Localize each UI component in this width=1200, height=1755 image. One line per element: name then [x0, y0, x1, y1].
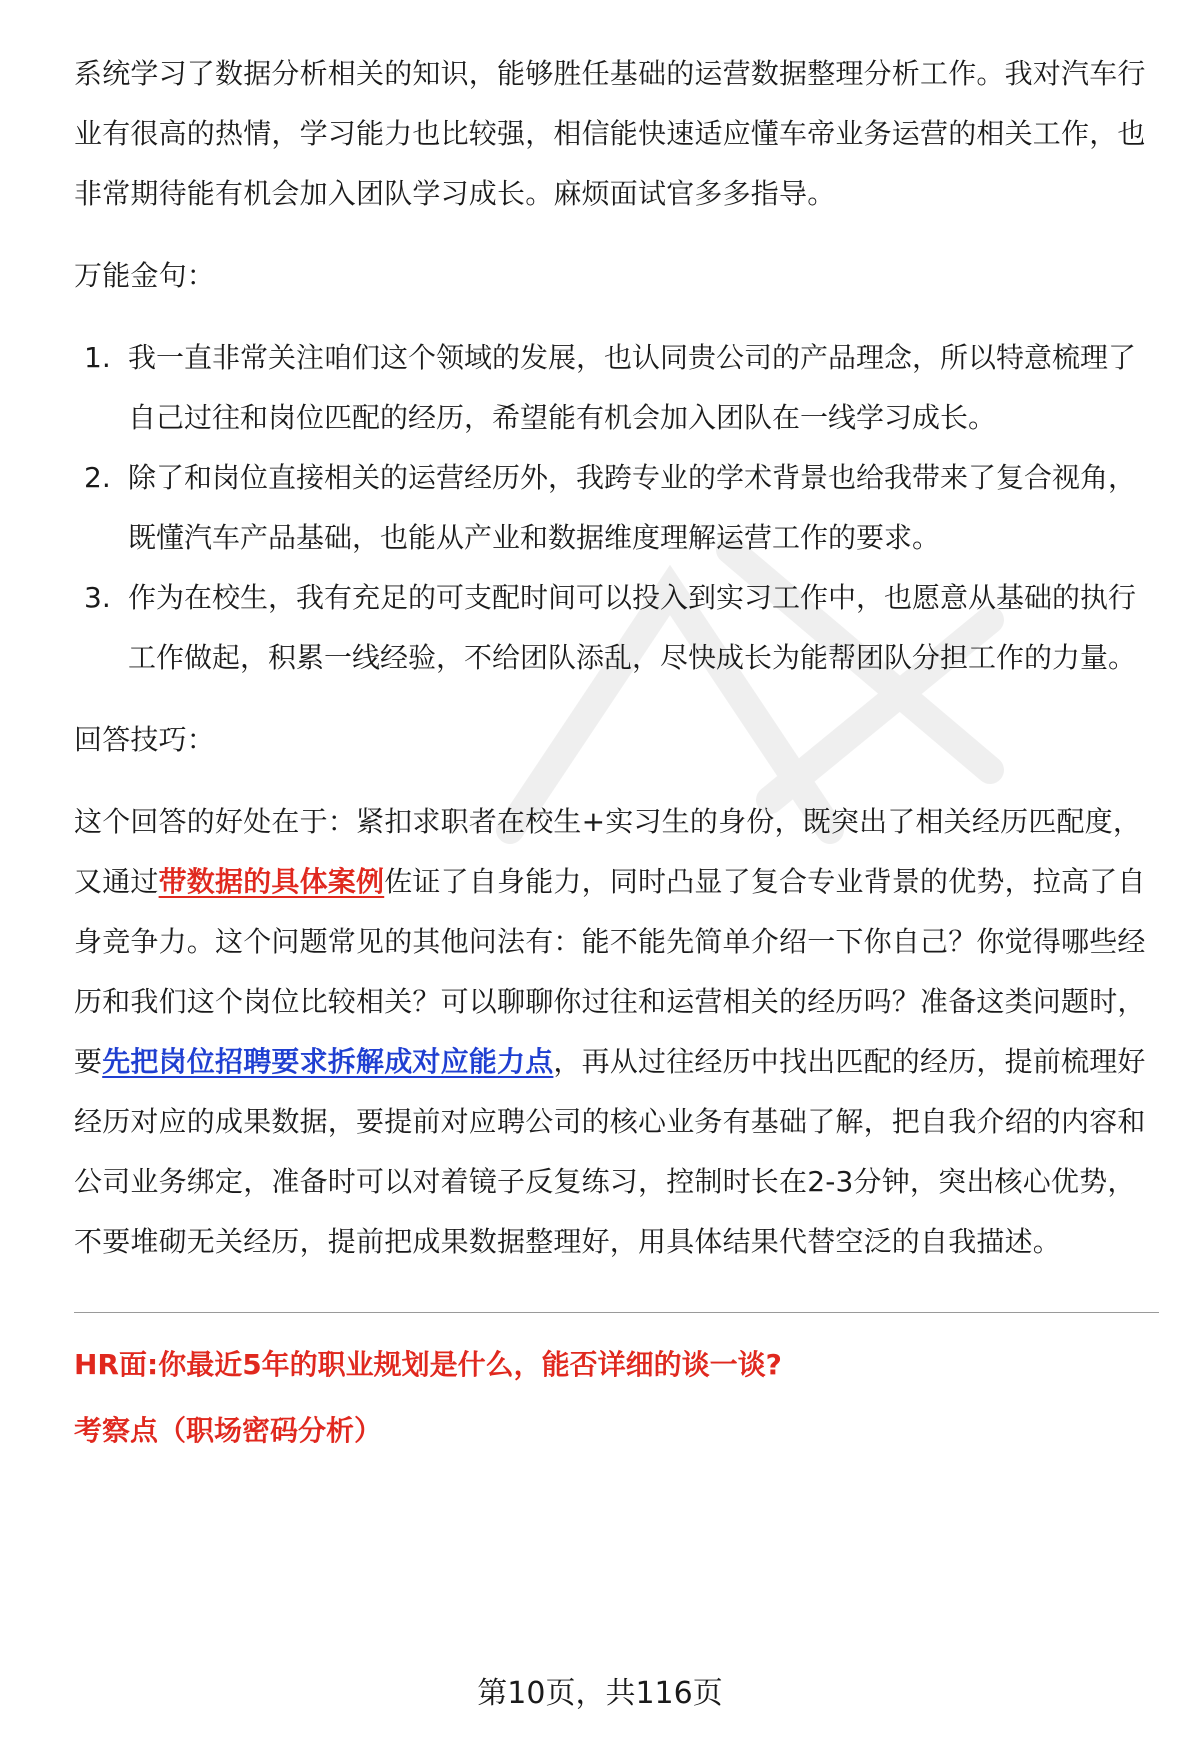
list-item-text: 除了和岗位直接相关的运营经历外，我跨专业的学术背景也给我带来了复合视角，既懂汽车产品基础，也能从产业和数据维度理解运营工作的要求。 [128, 461, 1137, 554]
tips-text-3: ，再从过往经历中找出匹配的经历，提前梳理好经历对应的成果数据，要提前对应聘公司的核心业务有基础了解，把自我介绍的内容和公司业务绑定，准备时可以对着镜子反复练习，控制时长在2-3分钟，突出核心优势，不要堆砌无关经历，提前把成果数据整理好，用具体结果代替空泛的自我描述。 [74, 1045, 1146, 1258]
tips-heading: 回答技巧： [74, 723, 216, 756]
tips-text-1: 这个回答的好处在于：紧扣求职者在校生+实习生的身份，既突出了相关经历匹配度，又通过 [74, 805, 1142, 898]
list-item [74, 448, 1159, 568]
golden-heading: 万能金句： [74, 259, 216, 292]
list-number: 3. [84, 581, 111, 614]
intro-paragraph: 系统学习了数据分析相关的知识，能够胜任基础的运营数据整理分析工作。我对汽车行业有很高的热情，学习能力也比较强，相信能快速适应懂车帝业务运营的相关工作，也非常期待能有机会加入团队学习成长。麻烦面试官多多指导。 [74, 57, 1146, 210]
tips-text-2: 佐证了自身能力，同时凸显了复合专业背景的优势，拉高了自身竞争力。这个问题常见的其他问法有：能不能先简单介绍一下你自己？你觉得哪些经历和我们这个岗位比较相关？可以聊聊你过往和运营相关的经历吗？准备这类问题时，要 [74, 865, 1146, 1078]
list-number: 2. [84, 461, 111, 494]
list-item-text: 作为在校生，我有充足的可支配时间可以投入到实习工作中，也愿意从基础的执行工作做起，积累一线经验，不给团队添乱，尽快成长为能帮团队分担工作的力量。 [128, 581, 1137, 674]
list-item [74, 328, 1159, 448]
list-item-text: 我一直非常关注咱们这个领域的发展，也认同贵公司的产品理念，所以特意梳理了自己过往和岗位匹配的经历，希望能有机会加入团队在一线学习成长。 [128, 341, 1137, 434]
golden-list [74, 328, 1159, 688]
hr-question: HR面:你最近5年的职业规划是什么，能否详细的谈一谈? [74, 1348, 782, 1381]
document-body [74, 44, 1159, 1461]
examination-point: 考察点（职场密码分析） [74, 1414, 383, 1447]
tips-paragraph [74, 792, 1159, 1272]
highlight-data-cases: 带数据的具体案例 [158, 865, 385, 898]
list-item [74, 568, 1159, 688]
list-number: 1. [84, 341, 111, 374]
page-number: 第10页，共116页 [477, 1676, 723, 1711]
highlight-job-requirements: 先把岗位招聘要求拆解成对应能力点 [102, 1045, 554, 1078]
